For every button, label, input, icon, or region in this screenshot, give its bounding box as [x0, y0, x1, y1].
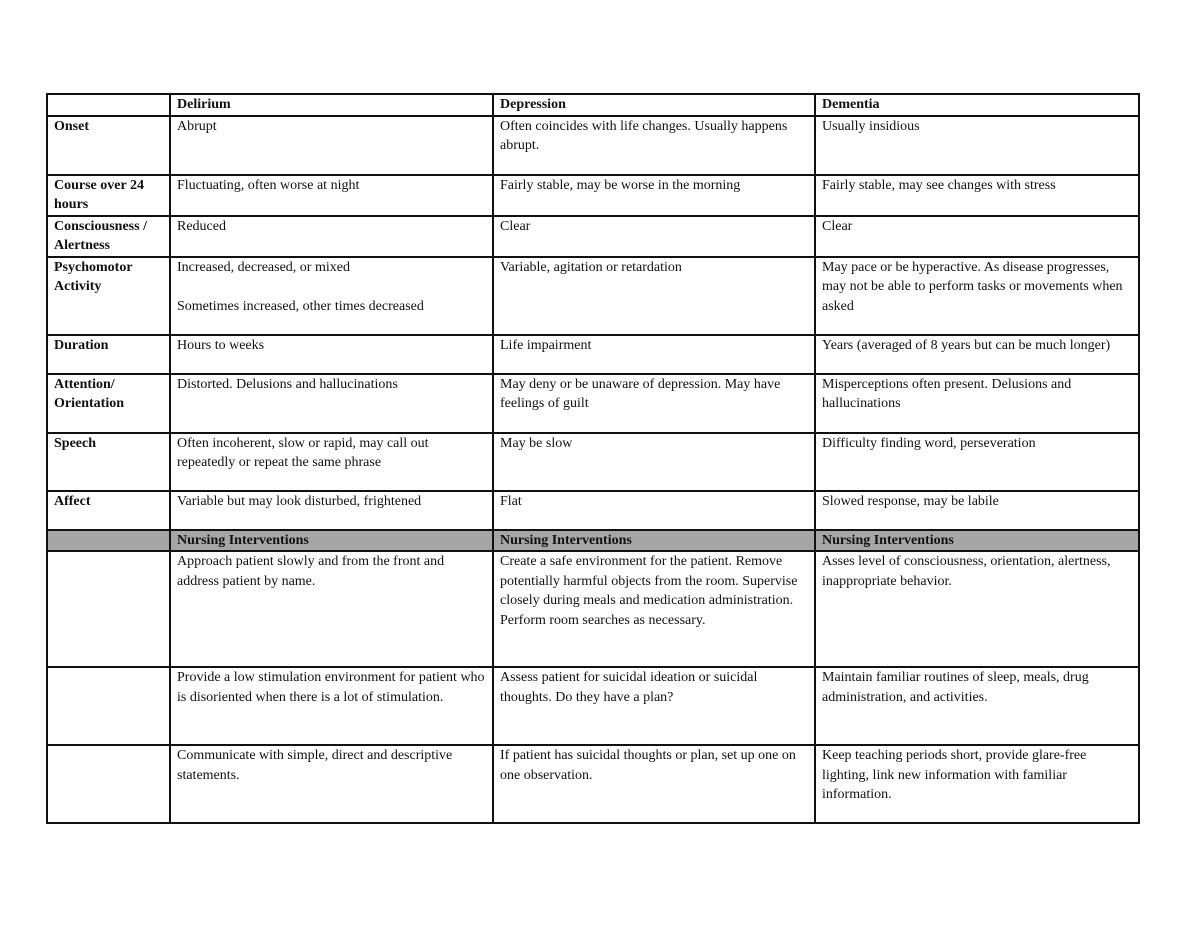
cell-dementia: Years (averaged of 8 years but can be much longer) — [815, 335, 1139, 374]
cell-delirium: Variable but may look disturbed, frightened — [170, 491, 493, 530]
cell-dementia: Clear — [815, 216, 1139, 257]
cell-dementia: Keep teaching periods short, provide glare-free lighting, link new information with familiar information. — [815, 745, 1139, 823]
row-attention — [47, 374, 1139, 433]
interventions-header-dementia: Nursing Interventions — [815, 530, 1139, 552]
row-duration — [47, 335, 1139, 374]
row-label: Course over 24 hours — [47, 175, 170, 216]
cell-delirium: Distorted. Delusions and hallucinations — [170, 374, 493, 433]
cell-delirium: Often incoherent, slow or rapid, may call out repeatedly or repeat the same phrase — [170, 433, 493, 491]
intervention-empty-cell — [47, 667, 170, 745]
row-psychomotor — [47, 257, 1139, 335]
row-course — [47, 175, 1139, 216]
interventions-header-delirium: Nursing Interventions — [170, 530, 493, 552]
cell-depression: Create a safe environment for the patient. Remove potentially harmful objects from the room. Supervise closely during meals and medication administration. Perform room searches as necessary. — [493, 551, 815, 667]
row-label: Psychomotor Activity — [47, 257, 170, 335]
cell-delirium: Fluctuating, often worse at night — [170, 175, 493, 216]
cell-dementia: Fairly stable, may see changes with stress — [815, 175, 1139, 216]
cell-delirium: Approach patient slowly and from the front and address patient by name. — [170, 551, 493, 667]
cell-depression: Flat — [493, 491, 815, 530]
cell-delirium: Abrupt — [170, 116, 493, 175]
cell-dementia: Maintain familiar routines of sleep, meals, drug administration, and activities. — [815, 667, 1139, 745]
header-dementia: Dementia — [815, 94, 1139, 116]
header-delirium: Delirium — [170, 94, 493, 116]
cell-depression: Life impairment — [493, 335, 815, 374]
intervention-empty-cell — [47, 551, 170, 667]
header-depression: Depression — [493, 94, 815, 116]
cell-depression: Fairly stable, may be worse in the morning — [493, 175, 815, 216]
interventions-header-row — [47, 530, 1139, 552]
interventions-header-depression: Nursing Interventions — [493, 530, 815, 552]
cell-delirium — [170, 257, 493, 335]
cell-dementia: Slowed response, may be labile — [815, 491, 1139, 530]
cell-dementia: Usually insidious — [815, 116, 1139, 175]
row-label: Attention/ Orientation — [47, 374, 170, 433]
cell-delirium: Communicate with simple, direct and descriptive statements. — [170, 745, 493, 823]
cell-delirium-line1: Increased, decreased, or mixed — [177, 259, 350, 275]
header-row — [47, 94, 1139, 116]
row-label: Onset — [47, 116, 170, 175]
intervention-empty-cell — [47, 745, 170, 823]
row-consciousness — [47, 216, 1139, 257]
row-speech — [47, 433, 1139, 491]
cell-dementia: May pace or be hyperactive. As disease progresses, may not be able to perform tasks or movements when asked — [815, 257, 1139, 335]
header-empty-cell — [47, 94, 170, 116]
row-label: Consciousness / Alertness — [47, 216, 170, 257]
cell-depression: May deny or be unaware of depression. May have feelings of guilt — [493, 374, 815, 433]
row-affect — [47, 491, 1139, 530]
cell-depression: Variable, agitation or retardation — [493, 257, 815, 335]
row-label: Duration — [47, 335, 170, 374]
cell-depression: Often coincides with life changes. Usually happens abrupt. — [493, 116, 815, 175]
cell-dementia: Asses level of consciousness, orientation, alertness, inappropriate behavior. — [815, 551, 1139, 667]
comparison-table — [46, 93, 1140, 824]
interventions-header-empty — [47, 530, 170, 552]
row-label: Affect — [47, 491, 170, 530]
cell-depression: If patient has suicidal thoughts or plan, set up one on one observation. — [493, 745, 815, 823]
cell-delirium: Hours to weeks — [170, 335, 493, 374]
intervention-row — [47, 745, 1139, 823]
cell-dementia: Difficulty finding word, perseveration — [815, 433, 1139, 491]
cell-delirium: Provide a low stimulation environment for patient who is disoriented when there is a lot of stimulation. — [170, 667, 493, 745]
intervention-row — [47, 667, 1139, 745]
cell-depression: Assess patient for suicidal ideation or suicidal thoughts. Do they have a plan? — [493, 667, 815, 745]
cell-delirium-line2: Sometimes increased, other times decreased — [177, 298, 424, 314]
row-onset — [47, 116, 1139, 175]
cell-depression: Clear — [493, 216, 815, 257]
cell-delirium: Reduced — [170, 216, 493, 257]
intervention-row — [47, 551, 1139, 667]
row-label: Speech — [47, 433, 170, 491]
cell-dementia: Misperceptions often present. Delusions and hallucinations — [815, 374, 1139, 433]
cell-depression: May be slow — [493, 433, 815, 491]
